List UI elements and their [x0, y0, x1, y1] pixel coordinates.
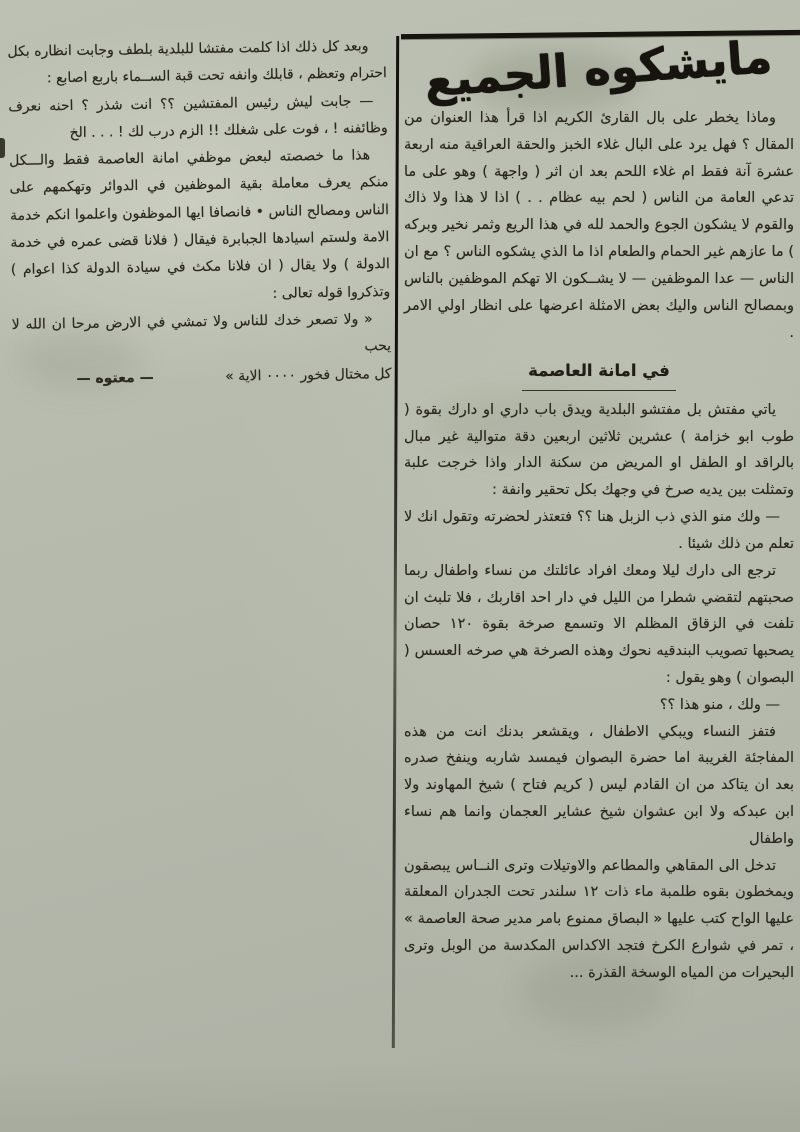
article-paragraph: هذا ما خصصته لبعض موظفي امانة العاصمة فقط والـــكل منكم يعرف معاملة بقية الموظفين في الدوائر وتهكمهم على الناس ومصالح الناس • فانصافا ايها الموظفون واعلموا انكم خدمة الامة ولستم اسيادها الجبابرة فيقال ( فلانا قضى عمره في خدمة الدولة ) ولا يقال ( ان فلانا مكث في سيادة الدولة كذا اعوام ) وتذكروا قوله تعالى : — [9, 147, 391, 302]
scan-edge-mark — [0, 138, 5, 158]
article-paragraph: فتفز النساء ويبكي الاطفال ، ويقشعر بدنك انت من هذه المفاجئة الغريبة اما حضرة البصوان فيمسد شاربه وينفخ صدره بعد ان يتاكد من ان القادم ليس ( كريم فتاح ) شيخ المهاوند ولا ابن عبدكه ولا ابن عشوان شيخ عشاير العجمان وانما هم نساء واطفال — [404, 723, 794, 847]
continuation-column — [7, 33, 392, 394]
article-paragraph: وماذا يخطر على بال القارئ الكريم اذا قرأ هذا العنوان من المقال ؟ فهل يرد على البال غلاء الخبز والحقة العراقية منه اربعة عشرة آنة فقط ام غلاء اللحم بعد ان اثر ( واجهة ) وهو على ما تدعي العامة من الناس ( لحم بيه عظام . . ) اذا لا هذا ولا ذاك والقوم لا يشكون الجوع والحمد لله في هذا الريع وثمر نخير وبركه ) ما عازهم غير الحمام والطعام اذا ما الذي يشكوه الناس ؟ مع ان الناس — عدا الموظفين — لا يشــكون الا تهكم الموظفين بالناس وبمصالح الناس واليك بعض الامثلة اعرضها على انظار اولي الامر . — [404, 110, 794, 341]
author-signature: — معتوه — — [76, 369, 154, 387]
main-article-column — [404, 28, 794, 987]
quran-quote-line: « ولا تصعر خدك للناس ولا تمشي في الارض مرحا ان الله لا يحب — [11, 311, 392, 355]
article-paragraph: ترجع الى دارك ليلا ومعك افراد عائلتك من نساء واطفال ربما صحبتهم لتقضي شطرا من الليل في دار احد اقاربك ، فلا تلبث ان تلفت في الزقاق المظلم الا وتسمع صرخة بقوة ١٢٠ حصان يصحبها تصويب البندقيه نحوك وهذه الصرخة هي صرخه العسس ( البصوان ) وهو يقول : — [404, 562, 795, 686]
column-divider-rule — [392, 36, 399, 1048]
scan-bottom-margin — [0, 1062, 800, 1132]
section-heading: في امانة العاصمة — [404, 356, 794, 391]
dialogue-line: — جابت ليش رئيس المفتشين ؟؟ انت شذر ؟ احنه نعرف وظائفنه ! ، فوت على شغلك !! الزم درب لك ! . . . الخ — [8, 92, 388, 141]
article-paragraph: تدخل الى المقاهي والمطاعم والاوتيلات وترى النــاس يبصقون ويمخطون بقوه طلمبة ماء ذات ١٢ سلندر تحت الجدران المعلقة عليها الواح كتب عليها « البصاق ممنوع بامر مدير صحة العاصمة » ، تمر في شوارع الكرخ فتجد الاكداس المكدسة من الوبل وترى البحيرات من المياه الوسخة القذرة ... — [404, 857, 794, 981]
continuation-body — [7, 33, 392, 394]
dialogue-line: — ولك منو الذي ذب الزبل هنا ؟؟ فتعتذر لحضرته وتقول انك لا تعلم من ذلك شيئا . — [404, 509, 794, 552]
article-paragraph: ياتي مفتش بل مفتشو البلدية ويدق باب داري او دارك بقوة ( طوب ابو خزامة ) عشرين ثلاثين اربعين دقة متوالية غير مبال بالراقد او الطفل او المريض من سكنة الدار واذا خرجت علبة وتمثلت بين يديه صرخ في وجهك بكل تحقير وانفة : — [404, 401, 794, 499]
article-body — [404, 105, 794, 987]
dialogue-line: — ولك ، منو هذا ؟؟ — [659, 696, 780, 713]
article-title: مايشكوه الجميع — [422, 29, 774, 108]
article-paragraph: وبعد كل ذلك اذا كلمت مفتشا للبلدية بلطف وجابت انظاره بكل احترام وتعظم ، قابلك وانفه تحت قبة الســماء باربع اصابع : — [7, 38, 387, 87]
quran-quote-end: كل مختال فخور ٠٠٠٠ الاية » — [225, 365, 392, 385]
quote-signature-row — [12, 361, 391, 394]
